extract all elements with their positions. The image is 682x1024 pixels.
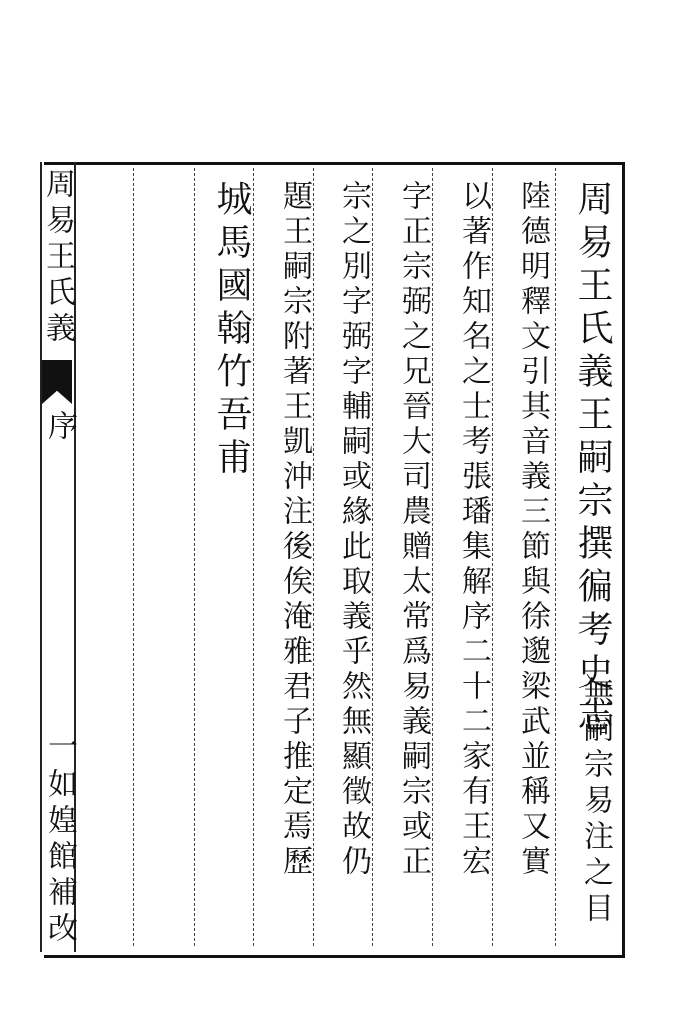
column-rule [555, 168, 556, 946]
text-column-7: 城馬國翰竹吾甫 [211, 180, 252, 481]
margin-section: 序 [42, 410, 77, 446]
column-rule [194, 168, 195, 946]
column-rule [253, 168, 254, 946]
text-column-6: 題王嗣宗附著王凱沖注後俟淹雅君子推定焉歷 [277, 180, 312, 880]
text-column-1-note: 無嗣宗易注之目 [578, 676, 613, 928]
column-rule [432, 168, 433, 946]
text-column-3: 以著作知名之士考張璠集解序二十二家有王宏 [456, 180, 491, 880]
margin-publisher: 如媓館補改 [42, 768, 77, 948]
text-column-4: 字正宗弼之兄晉大司農贈太常爲易義嗣宗或正 [396, 180, 431, 880]
text-column-1: 周易王氏義王嗣宗撰徧考史志 [572, 180, 613, 739]
column-rule [372, 168, 373, 946]
margin-title: 周易王氏義 [40, 168, 75, 348]
margin-page-number: 一 [42, 730, 77, 766]
column-rule [313, 168, 314, 946]
column-rule [133, 168, 134, 946]
text-column-2: 陸德明釋文引其音義三節與徐邈梁武並稱又實 [515, 180, 550, 880]
column-rule [492, 168, 493, 946]
text-column-5: 宗之別字弼字輔嗣或緣此取義乎然無顯徵故仍 [336, 180, 371, 880]
